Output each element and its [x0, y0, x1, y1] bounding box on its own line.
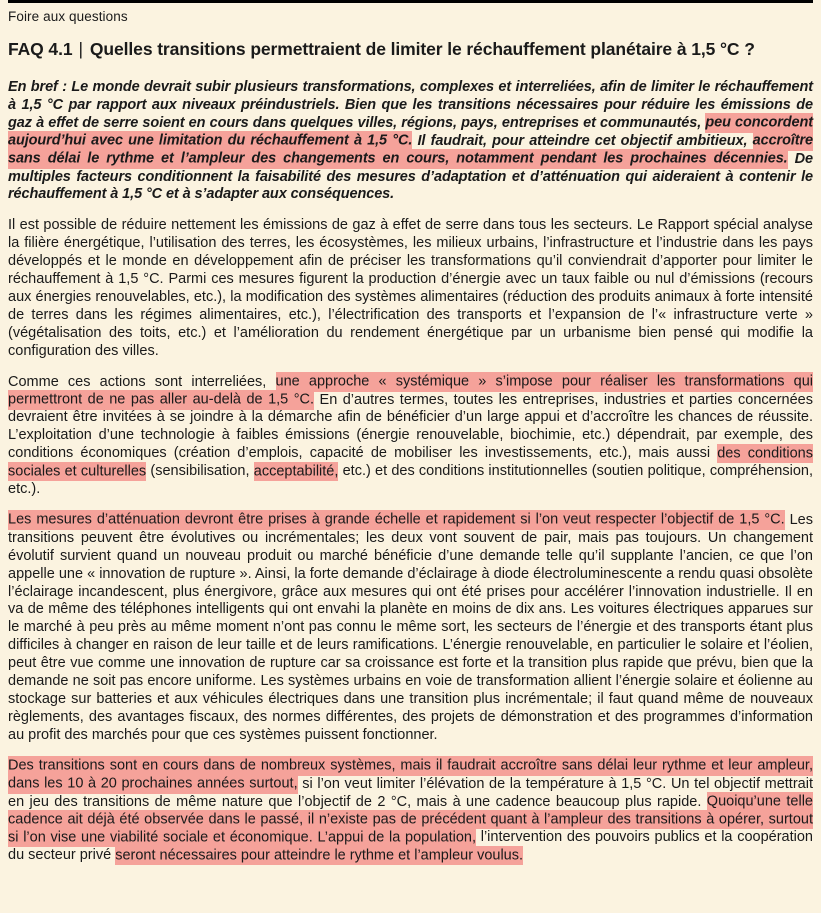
- text-segment: si l’on veut limiter l’élévation de la température à 1,5 °C. Un tel objectif mettrait en jeu des transitions de même nature que l’objectif de 2 °C, mais à une cadence beaucoup plus rapide.: [8, 775, 813, 810]
- highlighted-text: peu concordent aujourd’hui avec une limitation du réchauffement à 1,5 °C.: [8, 114, 814, 149]
- text-segment: Comme ces actions sont interreliées,: [8, 373, 276, 390]
- page-title: [8, 39, 813, 60]
- text-segment: l’intervention des pouvoirs publics et la coopération du secteur privé: [8, 829, 813, 864]
- text-segment: (sensibilisation,: [146, 463, 254, 480]
- text-segment: En d’autres termes, toutes les entreprises, industries et parties concernées devraient être invitées à se joindre à la démarche afin de bénéficier d’un large appui et d’accroître les chances de réussite. L’exploitation d’une technologie à faibles émissions (énergie renouvelable, biochimie, etc.) dépendrait, par exemple, des conditions économiques (création d’emplois, capacité de mobiliser les investissements, etc.), mais aussi: [8, 391, 813, 462]
- faq-body: [8, 79, 813, 865]
- text-segment: Il est possible de réduire nettement les émissions de gaz à effet de serre dans tous les secteurs. Le Rapport spécial analyse la filière énergétique, l’utilisation des terres, les écosystèmes, les milieux urbains, l’infrastructure et l’industrie dans les pays développés et le monde en développement afin de préciser les transformations qu’il conviendrait d’apporter pour limiter le réchauffement à 1,5 °C. Parmi ces mesures figurent la production d’énergie avec un taux faible ou nul d’émissions (recours aux énergies renouvelables, etc.), la modification des systèmes alimentaires (réduction des produits animaux à forte intensité de terres dans les régimes alimentaires, etc.), l’électrification des transports et l’expansion de l’« infrastructure verte » (végétalisation des toits, etc.) et l’amélioration du rendement énergétique par un urbanisme bien pensé qui modifie la configuration des villes.: [8, 217, 813, 359]
- text-segment: Il faudrait, pour atteindre cet objectif ambitieux,: [412, 132, 753, 149]
- text-segment: De multiples facteurs conditionnent la faisabilité des mesures d’adaptation et d’atténuation qui aideraient à contenir le réchauffement à 1,5 °C et à s’adapter aux conséquences.: [8, 150, 813, 203]
- paragraph: [8, 374, 813, 499]
- section-kicker: Foire aux questions: [8, 9, 128, 24]
- text-segment: etc.) et des conditions institutionnelles (soutien politique, compréhension, etc.).: [8, 463, 813, 498]
- paragraph: [8, 512, 813, 745]
- highlighted-text: acceptabilité,: [253, 463, 339, 480]
- highlighted-text: accroître sans délai le rythme et l’ampleur des changements en cours, notamment pendant les prochaines décennies.: [8, 132, 813, 167]
- paragraph: [8, 758, 813, 865]
- highlighted-text: Quoiqu’une telle cadence ait déjà été observée dans le passé, il n’existe pas de précédent quant à l’ampleur des transitions à opérer, surtout si l’on vise une viabilité sociale et économique. L’appui de la population,: [8, 793, 813, 846]
- faq-number-label: FAQ 4.1: [8, 39, 73, 59]
- paragraph: [8, 217, 813, 360]
- highlighted-text: une approche « systémique » s’impose pour réaliser les transformations qui permettront de ne pas aller au-delà de 1,5 °C.: [8, 373, 814, 408]
- text-segment: En bref : Le monde devrait subir plusieurs transformations, complexes et interreliées, afin de limiter le réchauffement à 1,5 °C par rapport aux niveaux préindustriels. Bien que les transitions nécessaires pour réduire les émissions de gaz à effet de serre soient en cours dans quelques villes, régions, pays, entreprises et communautés,: [8, 79, 813, 131]
- faq-question-text: Quelles transitions permettraient de limiter le réchauffement planétaire à 1,5 °C ?: [89, 39, 755, 59]
- highlighted-text: seront nécessaires pour atteindre le rythme et l’ampleur voulus.: [115, 847, 524, 864]
- highlighted-text: Les mesures d’atténuation devront être prises à grande échelle et rapidement si l’on veut respecter l’objectif de 1,5 °C.: [8, 511, 785, 528]
- highlighted-text: des conditions sociales et culturelles: [8, 445, 813, 480]
- top-rule: [8, 0, 813, 3]
- text-segment: Les transitions peuvent être évolutives ou incrémentales; les deux vont souvent de pair, mais pas toujours. Un changement évolutif survient quand un nouveau produit ou marché bénéficie d’une demande telle qu’il supplante l’ancien, ce que l’on appelle une « innovation de rupture ». Ainsi, la forte demande d’éclairage à diode électroluminescente a rendu quasi obsolète l’éclairage incandescent, plus énergivore, grâce aux mesures qui ont été prises pour accélérer l’innovation industrielle. Il en va de même des téléphones intelligents qui ont envahi la planète en moins de dix ans. Les voitures électriques apparues sur le marché à peu près au même moment n’ont pas connu le même sort, les secteurs de l’énergie et des transports étant plus difficiles à changer en raison de leur taille et de leurs ramifications. L’énergie renouvelable, en particulier le solaire et l’éolien, peut être vue comme une innovation de rupture car sa croissance est forte et la transition plus rapide que prévu, bien que la demande ne soit pas encore uniforme. Les systèmes urbains en voie de transformation allient l’énergie solaire et éolienne au stockage sur batteries et aux véhicules électriques dans une transition plus incrémentale; il faut quand même de nouveaux règlements, des avantages fiscaux, des normes différentes, des projets de démonstration et des programmes d’information au profit des marchés pour que ces systèmes puissent fonctionner.: [8, 511, 813, 743]
- title-separator: |: [78, 39, 83, 59]
- lead-paragraph: [8, 79, 813, 204]
- highlighted-text: Des transitions sont en cours dans de nombreux systèmes, mais il faudrait accroître sans délai leur rythme et leur ampleur, dans les 10 à 20 prochaines années surtout,: [8, 757, 813, 792]
